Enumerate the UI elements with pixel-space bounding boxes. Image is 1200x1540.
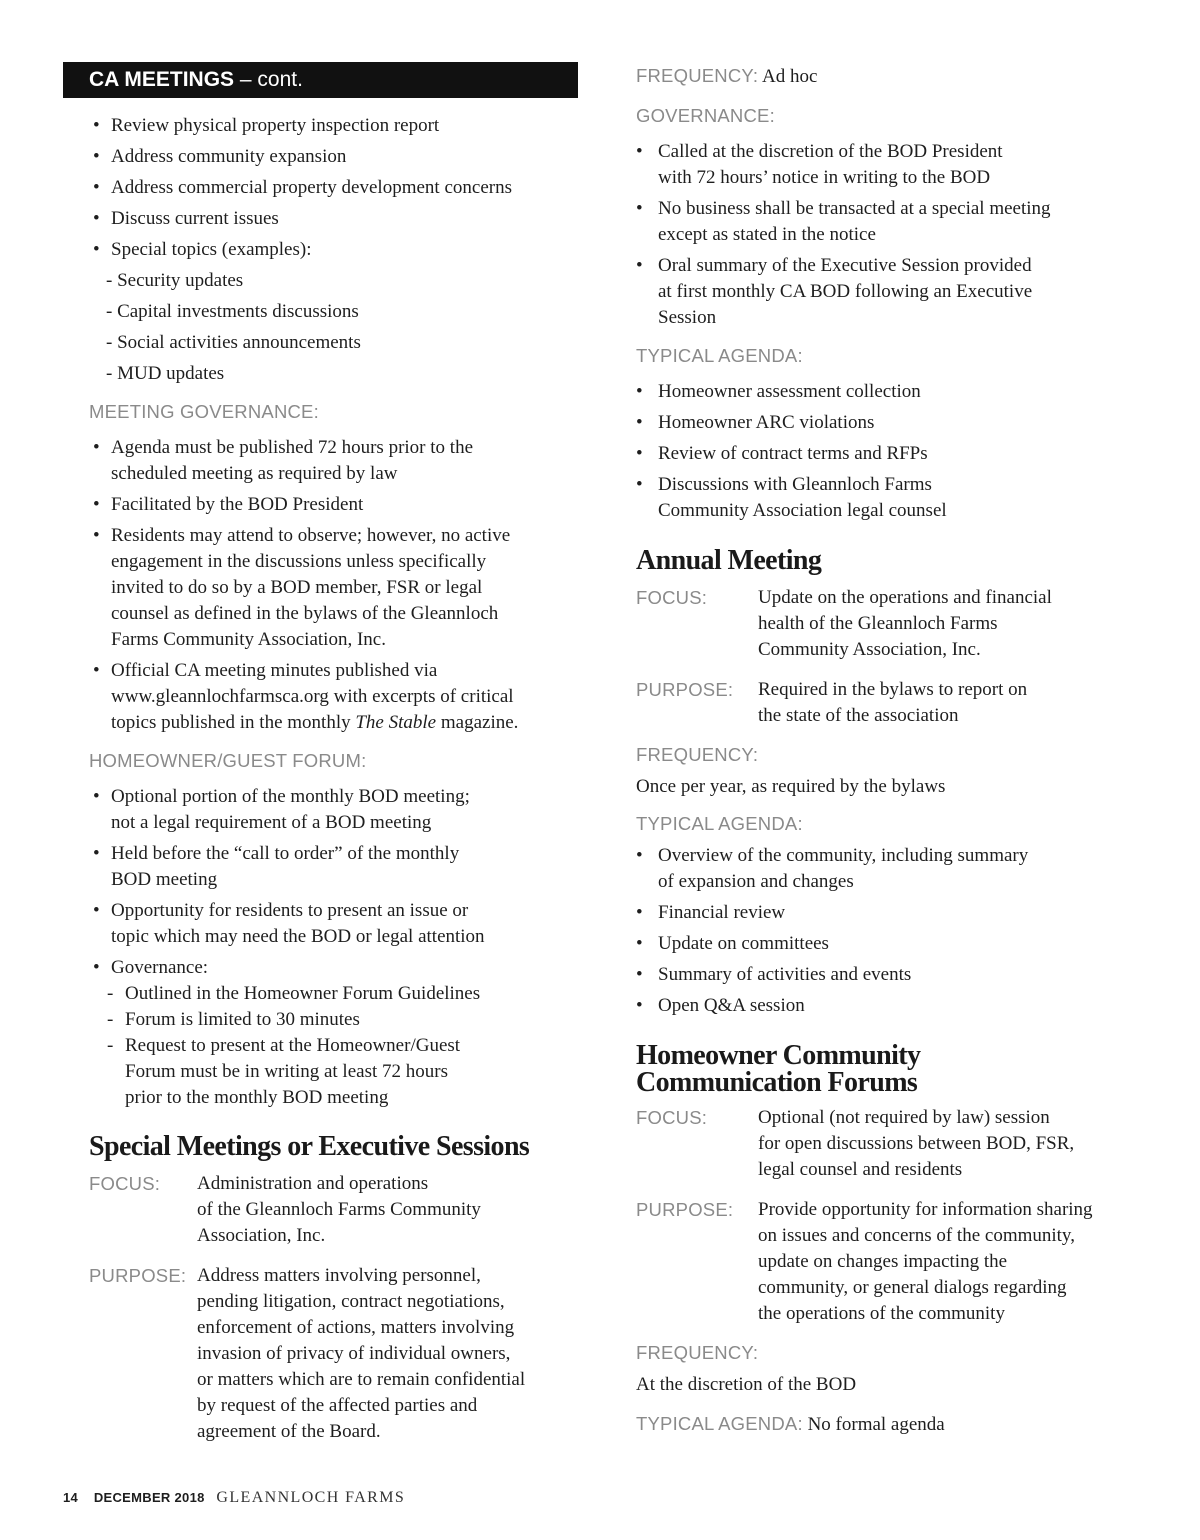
list-item: • Address community expansion [93,146,347,167]
purpose-label: PURPOSE: [636,1199,734,1220]
sub-list-item: - MUD updates [106,363,225,384]
special-meetings-heading: Special Meetings or Executive Sessions [89,1131,530,1162]
annual-agenda-label: TYPICAL AGENDA: [636,813,803,834]
annual-purpose-row [636,677,1126,732]
magazine-title: The Stable [355,712,437,733]
list-item: • Oral summary of the Executive Session provided at first monthly CA BOD following an Executive Session [636,255,1033,328]
purpose-label: PURPOSE: [89,1265,187,1286]
focus-label: FOCUS: [89,1173,161,1194]
governance-label: GOVERNANCE: [636,105,775,126]
annual-focus-row [636,585,1126,665]
list-item: • Address commercial property development concerns [93,177,512,198]
list-item: • Facilitated by the BOD President [93,494,364,515]
list-item: • Optional portion of the monthly BOD meeting; not a legal requirement of a BOD meeting [93,786,470,833]
forums-frequency-value: At the discretion of the BOD [636,1374,857,1395]
sub-list-item: - Security updates [106,270,244,291]
list-item: • Agenda must be published 72 hours prior to the scheduled meeting as required by law [93,437,474,484]
purpose-label: PURPOSE: [636,679,734,700]
frequency-value: Ad hoc [758,66,818,87]
magazine-name: GLEANNLOCH FARMS [216,1489,406,1506]
purpose-text: Provide opportunity for information sharing on issues and concerns of the community, update on changes impacting the community, or general dialogs regarding the operations of the community [758,1199,1093,1324]
sub-list-item: - Request to present at the Homeowner/Guest Forum must be in writing at least 72 hours prior to the monthly BOD meeting [107,1035,461,1108]
forums-agenda-label: TYPICAL AGENDA: [636,1413,803,1434]
focus-text: Optional (not required by law) session for open discussions between BOD, FSR, legal counsel and residents [758,1107,1075,1180]
sub-list-item: - Social activities announcements [106,332,361,353]
annual-frequency-value: Once per year, as required by the bylaws [636,776,946,797]
meeting-governance-label: MEETING GOVERNANCE: [89,401,319,422]
purpose-text: Required in the bylaws to report on the state of the association [758,679,1028,726]
list-item: • Overview of the community, including summary of expansion and changes [636,845,1029,892]
list-item: • Homeowner ARC violations [636,412,875,433]
list-item: • Discussions with Gleannloch Farms Community Association legal counsel [636,474,947,521]
forums-agenda-value: No formal agenda [802,1414,945,1435]
list-item: • Summary of activities and events [636,964,912,985]
annual-frequency-label: FREQUENCY: [636,744,759,765]
ca-meetings-bullets [89,113,569,387]
special-purpose-row [89,1263,569,1448]
forums-frequency-label: FREQUENCY: [636,1342,759,1363]
list-item: • Update on committees [636,933,829,954]
meeting-governance-list [89,435,569,736]
annual-agenda-list [636,843,1126,1019]
list-item: • Homeowner assessment collection [636,381,921,402]
typical-agenda-label: TYPICAL AGENDA: [636,345,803,366]
list-item: • Governance: [93,957,209,978]
frequency-label: FREQUENCY: [636,65,759,86]
sub-list-item: - Outlined in the Homeowner Forum Guidelines [107,983,481,1004]
forums-heading: Homeowner Community Communication Forums [636,1040,921,1098]
sub-list-item: - Forum is limited to 30 minutes [107,1009,360,1030]
list-item: • No business shall be transacted at a special meeting except as stated in the notice [636,198,1051,245]
frequency-row [636,63,817,90]
list-item: • Open Q&A session [636,995,805,1016]
forums-agenda-row [636,1411,945,1438]
list-item: • Review of contract terms and RFPs [636,443,928,464]
page-footer [63,1487,405,1509]
list-item: • Financial review [636,902,786,923]
list-item: • Residents may attend to observe; however, no active engagement in the discussions unless specifically invited to do so by a BOD member, FSR or legal counsel as defined in the bylaws of the Gleannloch Farms Community Association, Inc. [93,525,511,650]
typical-agenda-list [636,379,1126,524]
list-item: • Held before the “call to order” of the monthly BOD meeting [93,843,460,890]
forums-purpose-row [636,1197,1126,1329]
homeowner-forum-list [89,784,569,1111]
list-item: • Opportunity for residents to present an issue or topic which may need the BOD or legal attention [93,900,485,947]
focus-label: FOCUS: [636,587,708,608]
list-item: • Discuss current issues [93,208,279,229]
focus-label: FOCUS: [636,1107,708,1128]
list-item: • Special topics (examples): [93,239,312,260]
annual-meeting-heading: Annual Meeting [636,545,822,576]
special-focus-row [89,1171,569,1251]
list-item: • Review physical property inspection report [93,115,440,136]
issue-date: DECEMBER 2018 [93,1490,205,1505]
list-item: • Called at the discretion of the BOD President with 72 hours’ notice in writing to the BOD [636,141,1003,188]
purpose-text: Address matters involving personnel, pending litigation, contract negotiations, enforcement of actions, matters involving invasion of privacy of individual owners, or matters which are to remain confidential by request of the affected parties and agreement of the Board. [197,1265,526,1442]
focus-text: Update on the operations and financial health of the Gleannloch Farms Community Association, Inc. [758,587,1052,660]
homeowner-forum-label: HOMEOWNER/GUEST FORUM: [89,750,367,771]
sub-list-item: - Capital investments discussions [106,301,359,322]
governance-list [636,139,1126,331]
section-header-suffix: – cont. [234,68,303,91]
focus-text: Administration and operations of the Gleannloch Farms Community Association, Inc. [197,1173,481,1246]
section-header-bar [63,62,578,98]
forums-focus-row [636,1105,1126,1185]
section-header-title: CA MEETINGS [89,68,235,91]
page-number: 14 [63,1490,79,1505]
list-item: • Official CA meeting minutes published via www.gleannlochfarmsca.org with excerpts of critical topics published in the monthly The Stable magazine. [93,660,519,733]
